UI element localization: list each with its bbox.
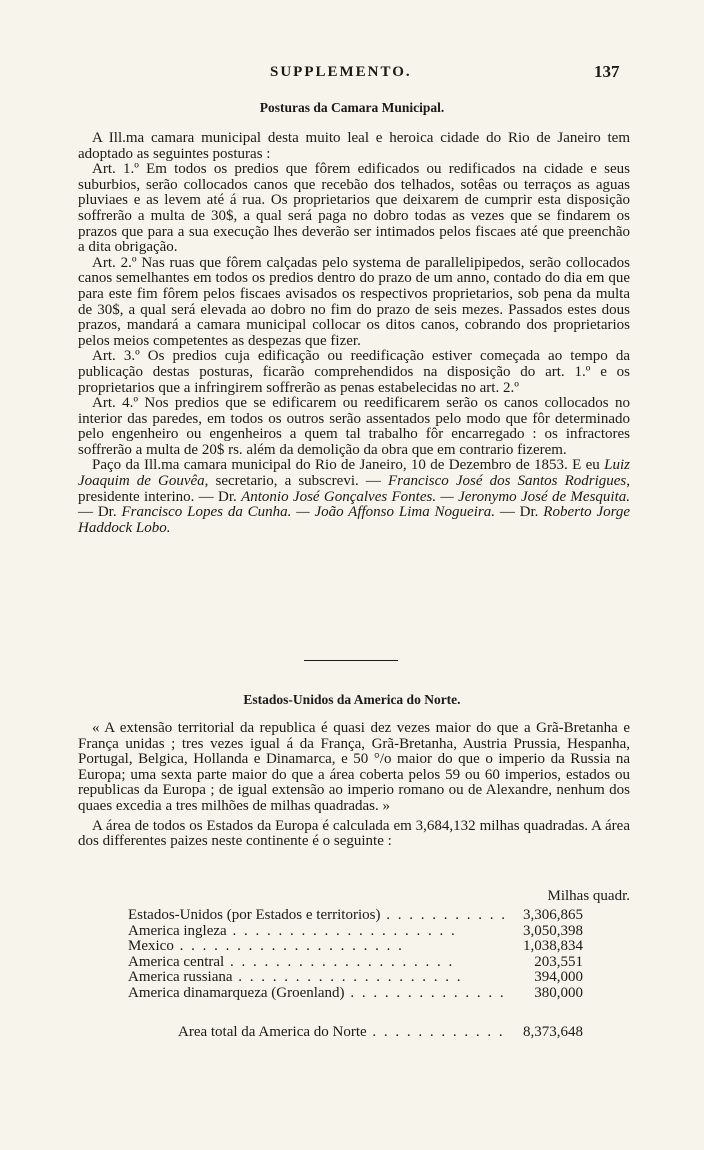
intro-paragraph: A Ill.ma camara municipal desta muito leal e heroica cidade do Rio de Janeiro tem adoptado as seguintes posturas : [78, 130, 630, 162]
member-names: Roberto Jorge Haddock Lobo. [78, 504, 631, 536]
article-2: Art. 2.º Nas ruas que fôrem calçadas pelo systema de parallelipipedos, serão collocados canos semelhantes em todos os predios dentro do prazo de um anno, contado do dia em que para este fim fôrem pelos fiscaes avisados os respectivos proprietarios, sob pena da multa de 30$, a qual será elevada ao dobro no fim do prazo de seis mezes. Passados estes dous prazos, mandará a camara municipal collocar os ditos canos, cobrando dos proprietarios pelos meios competentes as despezas que fizer. [78, 254, 630, 349]
area-table [128, 908, 583, 1001]
closing-text: , secretario, a subscrevi. — [204, 473, 381, 490]
closing-paragraph [78, 458, 630, 536]
article-4: Art. 4.º Nos predios que se edificarem ou reedificarem serão os canos collocados no interior das paredes, em todos os outros serão assentados pelo modo que fôr determinado pelo engenheiro ou engenheiros a quem tal trabalho fôr encarregado : os infractores soffrerão a multa de 20$ rs. além da demolição da obra que em contrario fizerem. [78, 395, 630, 458]
row-value: 203,551 [534, 953, 583, 970]
table-row [128, 986, 583, 1002]
estados-unidos-body [78, 721, 630, 850]
page-header [0, 64, 704, 84]
row-value: 3,306,865 [523, 907, 583, 923]
row-label: America ingleza [128, 923, 227, 939]
section-title-estados-unidos: Estados-Unidos da America do Norte. [243, 692, 461, 707]
row-label: America russiana [128, 970, 233, 985]
area-paragraph: A área de todos os Estados da Europa é calculada em 3,684,132 milhas quadradas. A área dos differentes paizes neste continente é o seguinte : [78, 817, 630, 850]
closing-text: , presidente interino. — Dr. [78, 473, 631, 505]
closing-text: — Dr. [499, 504, 539, 521]
table-row [128, 939, 583, 955]
section-divider [304, 660, 398, 661]
page-number: 137 [594, 62, 620, 81]
table-row [128, 955, 583, 971]
row-label: America dinamarqueza (Groenland) [128, 985, 345, 1001]
row-value: 1,038,834 [523, 938, 583, 954]
article-3: Art. 3.º Os predios cuja edificação ou reedificação estiver começada ao tempo da publicação destas posturas, ficarão comprehendidos na disposição do art. 1.º e os proprietarios que a infringirem soffrerão as penas estabelecidas no art. 2.º [78, 348, 630, 396]
row-label: America central [128, 954, 225, 970]
closing-text: Paço da Ill.ma camara municipal do Rio de Janeiro, 10 de Dezembro de 1853. E eu [92, 457, 600, 474]
section-title-posturas: Posturas da Camara Municipal. [259, 100, 445, 115]
posturas-body [78, 131, 630, 536]
row-label: Mexico [128, 939, 174, 954]
closing-text: — Dr. [78, 504, 117, 521]
row-value: 394,000 [534, 969, 583, 985]
table-row [128, 924, 583, 940]
president-name: Francisco José dos Santos Rodrigues [387, 473, 627, 490]
row-label: Estados-Unidos (por Estados e territorios) [128, 908, 381, 923]
member-names: Antonio José Gonçalves Fontes. — Jeronymo José de Mesquita. [241, 488, 631, 505]
row-value: 380,000 [534, 984, 583, 1001]
table-row [128, 970, 583, 986]
table-row [128, 908, 583, 924]
total-label: Area total da America do Norte [178, 1024, 367, 1040]
secretary-name: Luiz Joaquim de Gouvêa [78, 457, 631, 490]
article-1: Art. 1.º Em todos os predios que fôrem edificados ou redificados na cidade e seus suburbios, serão collocados canos que recebão dos telhados, sotêas ou terraços as aguas pluviaes e as levem até á rua. Os proprietarios que deixarem de cumprir esta disposição soffrerão a multa de 30$, a qual será paga no dobro todas as vezes que se findarem os prazos que para a sua execução lhes deverão ser intimados pelos fiscaes até que preenchão a dita obrigação. [78, 161, 630, 256]
quote-paragraph: « A extensão territorial da republica é quasi dez vezes maior do que a Grã-Bretanha e França unidas ; tres vezes igual á da França, Grã-Bretanha, Austria Prussia, Hespanha, Portugal, Belgica, Hollanda e Dinamarca, e 50 °/o maior do que o imperio da Russia na Europa; uma sexta parte maior do que a área coberta pelos 59 ou 60 imperios, estados ou republicas da Europa ; de igual extensão ao imperio romano ou de Alexandre, nenhum dos quaes excedia a tres milhões de milhas quadradas. » [78, 720, 630, 814]
units-header: Milhas quadr. [547, 888, 630, 904]
running-title: SUPPLEMENTO. [270, 64, 412, 80]
total-value: 8,373,648 [523, 1024, 583, 1040]
row-value: 3,050,398 [523, 922, 583, 939]
total-row [178, 1024, 583, 1040]
member-names: Francisco Lopes da Cunha. — João Affonso Lima Nogueira. [121, 504, 495, 521]
